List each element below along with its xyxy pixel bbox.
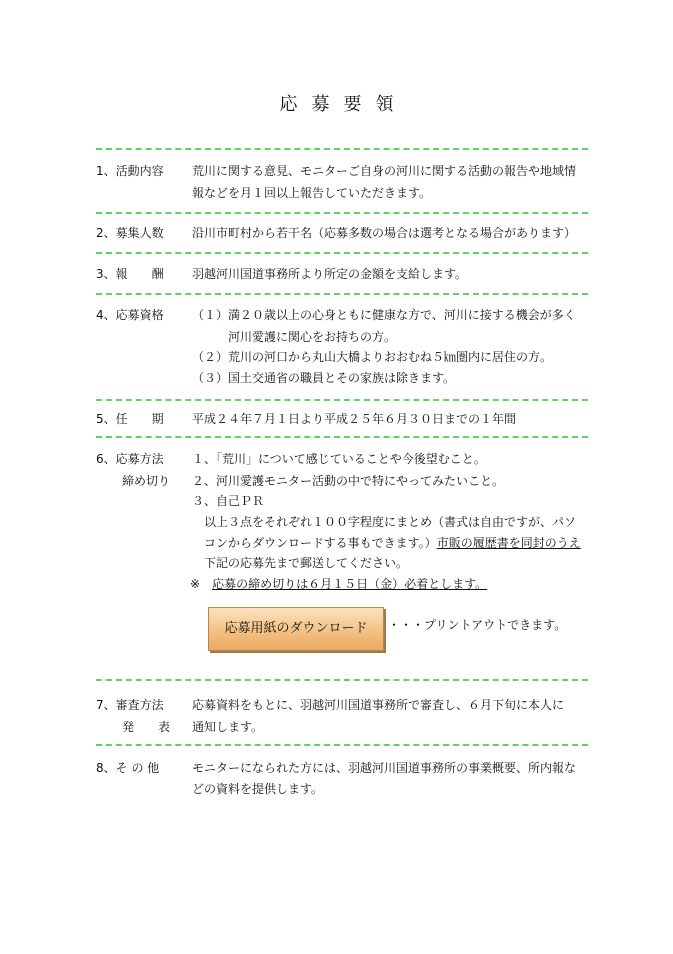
divider [96,252,588,254]
review-line-1: 応募資料をもとに、羽越河川国道事務所で審査し、６月下旬に本人に [192,698,565,712]
other-line-1: モニターになられた方には、羽越河川国道事務所の事業概要、所内報な [192,761,577,775]
divider [96,148,588,150]
qualification-line-2: 河川愛護に関心をお持ちの方。 [192,330,397,344]
review-line-2: 通知します。 [192,720,264,734]
qualification-line-3: （２）荒川の河口から丸山大橋よりおおむね５㎞圏内に居住の方。 [192,350,553,364]
divider [96,436,588,438]
section-label-activity: 1、活動内容 [96,164,164,178]
method-item-3: ３、自己ＰＲ [192,494,265,508]
activity-line-1: 荒川に関する意見、モニターご自身の河川に関する活動の報告や地域情 [192,164,577,178]
recruit-text: 沿川市町村から若干名（応募多数の場合は選考となる場合があります） [192,226,577,240]
deadline-text: 応募の締め切りは６月１５日（金）必着とします。 [212,577,488,591]
method-item-2: ２、河川愛護モニター活動の中で特にやってみたいこと。 [192,474,505,488]
section-label-recruit: 2、募集人数 [96,226,164,240]
download-form-button[interactable]: 応募用紙のダウンロード [208,607,384,651]
deadline-line [190,573,487,595]
section-label-term: 5、任 期 [96,412,164,426]
page-title: 応募要領 [279,94,408,115]
other-line-2: どの資料を提供します。 [192,782,324,796]
divider [96,744,588,746]
qualification-line-4: （３）国土交通省の職員とその家族は除きます。 [192,371,456,385]
section-label-other: 8、そ の 他 [96,761,160,775]
divider [96,212,588,214]
method-item-1: １、「荒川」について感じていることや今後望むこと。 [192,452,486,466]
method-para-line-3: 下記の応募先まで郵送してください。 [204,556,409,570]
divider [96,293,588,295]
note-mark: ※ [190,577,201,591]
download-note: ・・・プリントアウトできます。 [388,618,567,632]
section-label-announce: 発 表 [122,720,171,734]
section-label-reward: 3、報 酬 [96,267,164,281]
qualification-line-1: （１）満２０歳以上の心身ともに健康な方で、河川に接する機会が多く [192,308,576,322]
method-para-line-2a: コンからダウンロードする事もできます。） [204,536,437,550]
resume-enclose-note: 市販の履歴書を同封のうえ [436,536,581,550]
term-text: 平成２４年７月１日より平成２５年６月３０日までの１年間 [192,412,517,426]
divider [96,679,588,681]
method-para-line-2 [204,532,581,554]
section-label-method: 6、応募方法 [96,452,164,466]
section-label-review: 7、審査方法 [96,698,164,712]
method-para-line-1: 以上３点をそれぞれ１００字程度にまとめ（書式は自由ですが、パソ [204,515,577,529]
section-label-qualification: 4、応募資格 [96,308,164,322]
section-label-deadline: 締め切り [122,474,171,488]
divider [96,399,588,401]
activity-line-2: 報などを月１回以上報告していただきます。 [192,186,432,200]
reward-text: 羽越河川国道事務所より所定の金額を支給します。 [192,267,468,281]
